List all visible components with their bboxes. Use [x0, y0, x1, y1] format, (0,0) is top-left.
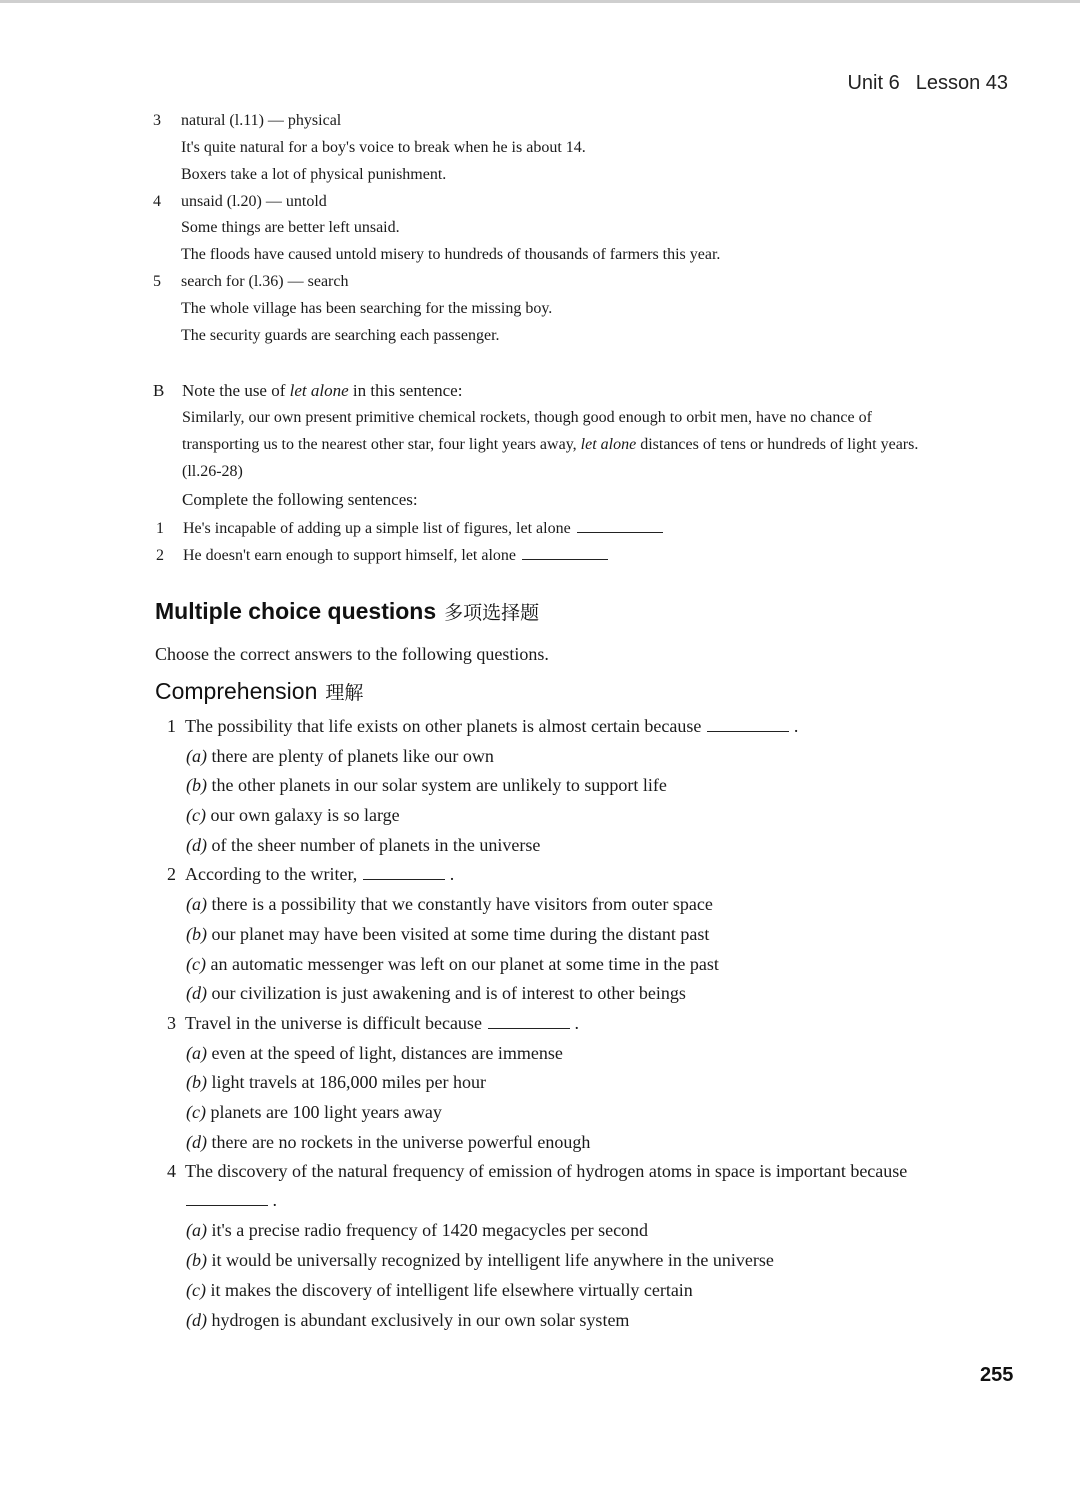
lesson-label: Lesson 43: [915, 72, 1008, 94]
option-letter: (c): [186, 1102, 206, 1122]
option-text: the other planets in our solar system are unlikely to support life: [211, 775, 667, 795]
option-text: it's a precise radio frequency of 1420 megacycles per second: [211, 1220, 649, 1240]
option-letter: (c): [186, 954, 206, 974]
subsection-heading: [155, 678, 363, 705]
example-sentence: Boxers take a lot of physical punishment.: [181, 166, 447, 183]
option-text: there are no rockets in the universe powerful enough: [211, 1132, 591, 1152]
option-letter: (a): [186, 1220, 207, 1240]
sentence-text: He doesn't earn enough to support himself, let alone: [183, 547, 517, 564]
quote-reference: (ll.26-28): [182, 463, 243, 480]
option-letter: (d): [186, 835, 207, 855]
quote-text-end: distances of tens or hundreds of light years.: [636, 436, 919, 453]
pair-number: 4: [153, 193, 161, 210]
pair-number: 5: [153, 273, 161, 290]
option-letter: (c): [186, 805, 206, 825]
option-letter: (a): [186, 1043, 207, 1063]
option-letter: (d): [186, 983, 207, 1003]
option[interactable]: [186, 1280, 693, 1301]
intro-text: Note the use of: [182, 381, 290, 400]
heading-chinese: 多项选择题: [444, 602, 540, 624]
option-text: even at the speed of light, distances are immense: [211, 1043, 563, 1063]
stem-end: .: [574, 1013, 579, 1033]
option[interactable]: [186, 1132, 590, 1153]
option-text: light travels at 186,000 miles per hour: [211, 1072, 486, 1092]
question-number: 1: [167, 716, 176, 736]
option[interactable]: [186, 1043, 563, 1064]
option-text: an automatic messenger was left on our planet at some time in the past: [210, 954, 719, 974]
question-stem: [185, 864, 454, 885]
quote-italic: let alone: [580, 436, 637, 453]
section-letter: B: [153, 381, 165, 400]
option-text: of the sheer number of planets in the universe: [211, 835, 541, 855]
question-number: 3: [167, 1013, 176, 1033]
sentence-number: 2: [156, 547, 164, 564]
question-number: 4: [167, 1161, 176, 1181]
quote-text: transporting us to the nearest other star, four light years away,: [182, 436, 581, 453]
option-letter: (b): [186, 924, 207, 944]
top-border: [0, 0, 1080, 3]
pair-words: unsaid (l.20) — untold: [181, 193, 327, 210]
option[interactable]: [186, 1072, 486, 1093]
option[interactable]: [186, 805, 400, 826]
option-letter: (a): [186, 746, 207, 766]
pair-words: natural (l.11) — physical: [181, 112, 342, 129]
pair-words: search for (l.36) — search: [181, 273, 349, 290]
answer-blank[interactable]: [186, 1204, 268, 1206]
option-text: our planet may have been visited at some time during the distant past: [211, 924, 710, 944]
stem-text: According to the writer,: [185, 864, 358, 884]
stem-end: .: [272, 1190, 277, 1210]
subheading-chinese: 理解: [325, 682, 364, 704]
option[interactable]: [186, 1310, 629, 1331]
pair-number: 3: [153, 112, 161, 129]
question-stem: The discovery of the natural frequency of emission of hydrogen atoms in space is important because: [185, 1161, 908, 1181]
question-number: 2: [167, 864, 176, 884]
option[interactable]: [186, 746, 494, 767]
question-stem: [185, 1013, 579, 1034]
section-b-intro: [182, 381, 462, 401]
option-letter: (d): [186, 1310, 207, 1330]
option-text: hydrogen is abundant exclusively in our own solar system: [211, 1310, 630, 1330]
section-b-instruction: Complete the following sentences:: [182, 490, 418, 509]
option[interactable]: [186, 924, 709, 945]
stem-end: .: [793, 716, 799, 736]
example-sentence: Some things are better left unsaid.: [181, 219, 400, 236]
option-text: there is a possibility that we constantly have visitors from outer space: [211, 894, 713, 914]
quote-line: Similarly, our own present primitive chemical rockets, though good enough to orbit men, have no chance of: [182, 409, 872, 426]
option-letter: (d): [186, 1132, 207, 1152]
answer-blank[interactable]: [522, 558, 608, 560]
option[interactable]: [186, 1220, 648, 1241]
example-sentence: The floods have caused untold misery to hundreds of thousands of farmers this year.: [181, 246, 721, 263]
option-letter: (a): [186, 894, 207, 914]
option-letter: (b): [186, 1250, 207, 1270]
option-text: it would be universally recognized by intelligent life anywhere in the universe: [211, 1250, 774, 1270]
option-letter: (c): [186, 1280, 206, 1300]
page-number: 255: [980, 1364, 1014, 1386]
option-text: our civilization is just awakening and is of interest to other beings: [211, 983, 686, 1003]
completion-sentence: [183, 520, 663, 538]
stem-text: Travel in the universe is difficult because: [185, 1013, 482, 1033]
option[interactable]: [186, 775, 667, 796]
mcq-instruction: Choose the correct answers to the following questions.: [155, 644, 549, 664]
stem-end: .: [449, 864, 455, 884]
answer-blank[interactable]: [577, 531, 663, 533]
option[interactable]: [186, 894, 713, 915]
question-stem-continued: [186, 1190, 277, 1211]
option-text: there are plenty of planets like our own: [211, 746, 494, 766]
option[interactable]: [186, 835, 540, 856]
unit-label: Unit 6: [847, 72, 900, 94]
heading-text: Multiple choice questions: [155, 598, 437, 624]
option-letter: (b): [186, 1072, 207, 1092]
option-text: it makes the discovery of intelligent life elsewhere virtually certain: [210, 1280, 693, 1300]
question-stem: [185, 716, 798, 737]
option-text: our own galaxy is so large: [210, 805, 400, 825]
example-sentence: The whole village has been searching for the missing boy.: [181, 300, 553, 317]
option-text: planets are 100 light years away: [210, 1102, 442, 1122]
option-letter: (b): [186, 775, 207, 795]
intro-italic: let alone: [289, 381, 349, 400]
intro-text-end: in this sentence:: [348, 381, 463, 400]
example-sentence: It's quite natural for a boy's voice to break when he is about 14.: [181, 139, 586, 156]
answer-blank[interactable]: [707, 730, 789, 732]
answer-blank[interactable]: [488, 1027, 570, 1029]
page-header: [847, 72, 1008, 95]
sentence-number: 1: [156, 520, 164, 537]
answer-blank[interactable]: [363, 878, 445, 880]
subheading-text: Comprehension: [155, 678, 318, 704]
example-sentence: The security guards are searching each passenger.: [181, 327, 500, 344]
option[interactable]: [186, 1102, 442, 1123]
stem-text: The possibility that life exists on other planets is almost certain because: [185, 716, 702, 736]
option[interactable]: [186, 1250, 774, 1271]
completion-sentence: [183, 547, 608, 565]
option[interactable]: [186, 983, 686, 1004]
sentence-text: He's incapable of adding up a simple list of figures, let alone: [183, 520, 571, 537]
quote-line: [182, 436, 918, 454]
option[interactable]: [186, 954, 719, 975]
section-heading: [155, 598, 539, 625]
